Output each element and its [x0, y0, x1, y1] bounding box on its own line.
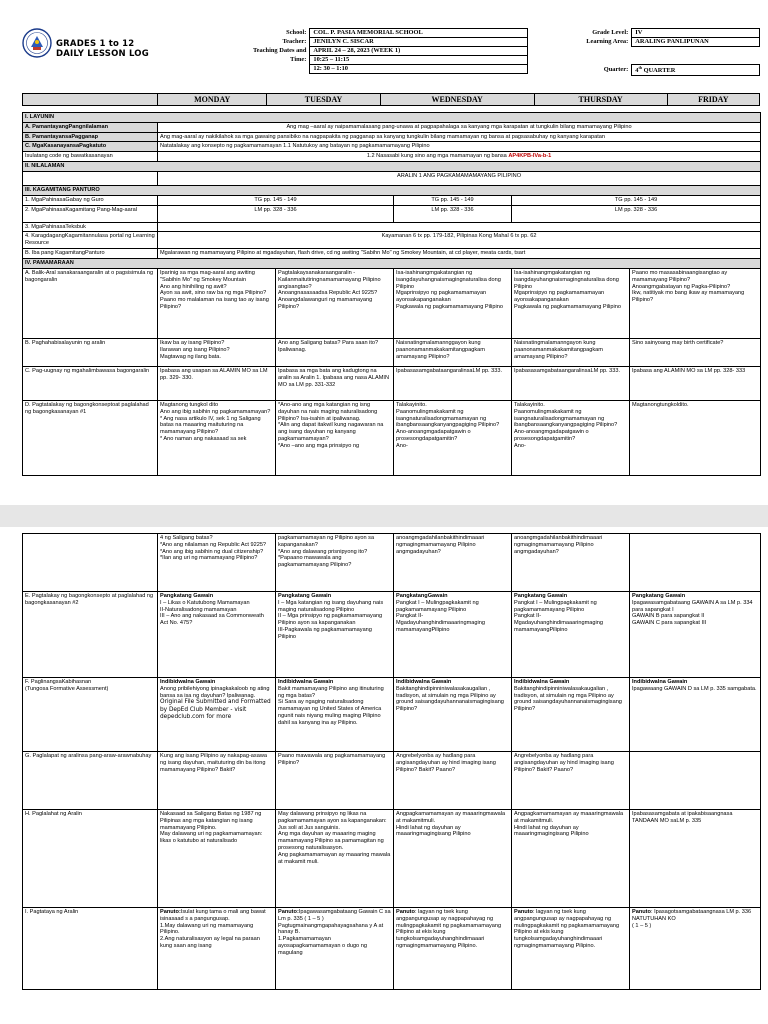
- row-label-code: Isulatang code ng bawatkasanayan: [23, 152, 158, 162]
- paglalahat-friday: Ipabasasamgabata at ipakabisaangnasa TANDAAN MO saLM p. 335: [630, 810, 761, 908]
- pagtatalakay-1-monday: Magtanong tungkol dito Ano ang ibig sabihin ng pagkamamamayan? * Ang nasa artikulo IV, sek 1 ng Saligang batas na maaaring maituturing na mamamayang Pilipino? * Ano naman ang nakasaad sa sek: [158, 400, 276, 475]
- row-label-paglalahat: H. Paglalahat ng Aralin: [23, 810, 158, 908]
- balik-aral-thursday: Isa-isahinangmgakatangian ng isangdayuhangnaismagingnaturalisa dong Pilipino Mgaprinsipyo ng pagkamamamayan ayonsakapanganakan Pagkawala ng pagkamamamayang Pilipino: [512, 268, 630, 338]
- pagtatalakay-1-cont-tuesday: pagkamamamayan ng Pilipino ayon sa kapanganakan? *Ano ang dalawang prisnipyong ito? *Papaano mawawala ang pagkamamamayang Pilipino?: [276, 534, 394, 592]
- dates-label: Teaching Dates and: [253, 47, 307, 55]
- pagtatalakay-1-cont-wednesday: anoangmgadahilanbakithindimaaari ngmagingmamamayang Pilipino angmgadayuhan?: [394, 534, 512, 592]
- paglalapat-tuesday: Paano mawawala ang pagkamamamayang Pilipino?: [276, 752, 394, 810]
- pagtalakay-2-monday: Pangkatang Gawain I – Likas o Katutubong Mamamayan II-Naturalisadong mamamayan III – Ano ang nakasaad sa Commonweath Act No. 475?: [158, 592, 276, 678]
- time-label: Time:: [290, 56, 307, 64]
- code-value: 1.2 Nasasabi kung sino ang mga mamamayan ng bansa AP4KPB-IVa-b-1: [158, 152, 761, 162]
- paglinang-monday: Indibidwalna Gawain Anong pribilehiyong ipinagkakaloob ng ating bansa sa isa ng dayuhan? Ipaliwanag. Original File Submitted and Formatted by DepEd Club Member - visit depedclub.com for more: [158, 678, 276, 752]
- section-kagamitan: III. KAGAMITANG PANTURO: [23, 185, 761, 195]
- lesson-log-page-1: [0, 0, 768, 505]
- lm-thu-fri: LM pp. 328 - 336: [512, 205, 761, 222]
- day-monday: MONDAY: [158, 94, 267, 106]
- paglinang-friday: Indibidwalna Gawain Ipagawaang GAWAIN D sa LM p. 335 samgabata.: [630, 678, 761, 752]
- page-gap: [0, 505, 768, 527]
- paglinang-thursday: Indibidwalna Gawain Bakitanghindipinniniwalasakaugalian , tradisyon, at simulain ng mga Pilipino ay ground saisangdayuhannanaismagingisang Pilipino?: [512, 678, 630, 752]
- pagtataya-friday: Panuto: Ipasagotsamgabataangnasa LM p. 336 NATUTUHAN KO ( 1 – 5 ): [630, 908, 761, 990]
- row-label-pagtatalakay-1: D. Pagtatalakay ng bagongkonseptoat paglalahad ng bagongkasanayan #1: [23, 400, 158, 475]
- lm-mon-tue: LM pp. 328 - 336: [158, 205, 394, 222]
- pag-uugnay-tuesday: Ipabasa sa mga bata ang kadugtong na aralin sa Aralin 1. Ipabasa ang nasa ALAMIN MO sa LM pp. 331-332: [276, 366, 394, 400]
- quarter-value: 4th QUARTER: [632, 65, 760, 76]
- pagtataya-tuesday: Panuto:Ipagawasamgabataang Gawain C sa Lm p. 335 ( 1 – 5 ) Pagtugmainangmgapahayagsahana y A at hanay B. 1.Pagkamamamayan ayosapagkamamamayan o dugo ng magulang: [276, 908, 394, 990]
- portal-value: Kayamanan 6 tx pp. 179-182, Pilipinas Kong Mahal 6 tx pp. 62: [158, 232, 761, 249]
- row-label-balik-aral: A. Balik-Aral sanakaraangaralin at o pagsisimula ng bagongaralin: [23, 268, 158, 338]
- paghahabi-friday: Sino sainyoang may birth certificate?: [630, 338, 761, 366]
- paglalahat-wednesday: Angpagkamamamayan ay maaaringmawala at makamitmuli. Hindi lahat ng dayuhan ay maaaringmagingisang Pilipino: [394, 810, 512, 908]
- day-header-row: [22, 93, 760, 106]
- quarter-label: Quarter:: [603, 66, 629, 74]
- pamantayan-sa-pagganap-value: Ang mag-aaral ay nakikilahok sa mga gawaing pansibiko na nagpapakita ng pagganap sa kanyang tungkulin bilang mamamayan ng bansa at pagsasabuhay ng kanyang karapatan: [158, 132, 761, 142]
- tg-thu-fri: TG pp. 145 - 149: [512, 195, 761, 205]
- section-pamamaraan: IV. PAMAMARAAN: [23, 259, 761, 269]
- paghahabi-tuesday: Ano ang Saligang batas? Para saan ito? Ipaliwanag.: [276, 338, 394, 366]
- section-layunin: I. LAYUNIN: [23, 113, 761, 123]
- header: [22, 28, 760, 82]
- pagtatalakay-1-friday: Magtanongtungkoldito.: [630, 400, 761, 475]
- competency-code: AP4KPB-IVa-b-1: [508, 153, 552, 160]
- grade-label: Grade Level:: [592, 29, 629, 37]
- paglalahat-monday: Nakasaad sa Saligang Batas ng 1987 ng Pilipinas ang mga katangian ng isang mamamayang Pilipino. May dalawang uri ng pagkamamamayan: likas o katutubo at naturalisado: [158, 810, 276, 908]
- pagtalakay-2-wednesday: PangkatangGawain Pangkat I – Mulingpagkakamit ng pagkamamamayang Pilipino Pangkat II-Mgadayuhanghindimaaaringmaging mamamayangPilipino: [394, 592, 512, 678]
- row-label-gabay-guro: 1. MgaPahinasaGabay ng Guro: [23, 195, 158, 205]
- paglalapat-wednesday: Angrebelyonba ay hadlang para angisangdayuhan ay hind imaging isang Pilipino? Bakit? Paano?: [394, 752, 512, 810]
- paglalapat-thursday: Angrebelyonba ay hadlang para angisangdayuhan ay hind imaging isang Pilipino? Bakit? Paano?: [512, 752, 630, 810]
- day-wednesday: WEDNESDAY: [380, 94, 534, 106]
- pagtatalakay-1-thursday: Talakayinito. Paanomulingmakakamit ng isangnaturalisadongmamamayan ng ibangbansaangkanyangpagiging Pilipino? Ano-anoangmgadapatgawin o prosesongdapatgamitin? Ano-: [512, 400, 630, 475]
- day-thursday: THURSDAY: [534, 94, 667, 106]
- pagtatalakay-1-tuesday: *Ano-ano ang mga katangian ng isng dayuhan na nais maging naturalisadong Pilipino? Isa-isahin at ipaliwanag. *Alin ang dapat itakwil kung nagawaran na ang isang dayuhan ng kanyang pagkamamamayan? *Ano –ano ang mga prinsipyo ng: [276, 400, 394, 475]
- school-value: COL. P. PASIA MEMORIAL SCHOOL: [310, 29, 528, 38]
- pagtataya-wednesday: Panuto: lagyan ng tsek kung angpangungusap ay nagpapahayag ng mulingpagkakamit ng pagkamamamayang Pilipino at ekis kung tungkolsamgadayuhanghindimaaari ngmagingmamamayang Pilipino.: [394, 908, 512, 990]
- row-label-teksbuk: 3. MgaPahinasaTeksbuk: [23, 222, 158, 232]
- paglalapat-monday: Kung ang isang Pilipino ay nakapag-asawa ng isang dayuhan, maituturing din ba itong mamamayang Pilipino? Bakit?: [158, 752, 276, 810]
- paglinang-wednesday: Indibidwalna Gawain Bakitanghindipinniniwalasakaugalian , tradisyon, at simulain ng mga Pilipino ay ground saisangdayuhannanaismagingisang Pilipino?: [394, 678, 512, 752]
- pag-uugnay-monday: Ipabasa ang usapan sa ALAMIN MO sa LM pp. 329- 330.: [158, 366, 276, 400]
- row-label-pagtalakay-2: E. Pagtalakay ng bagongkonsepto at paglalahad ng bagongkasanayan #2: [23, 592, 158, 678]
- grade-value: IV: [632, 29, 760, 38]
- pagtatalakay-1-cont-monday: 4 ng Saligang batas? *Ano ang nilalaman ng Republic Act 9225? *Ano ang ibig sabihin ng dual citizenship? *Ilan ang uri ng mamamayang Pilipino?: [158, 534, 276, 592]
- tg-mon-tue: TG pp. 145 - 149: [158, 195, 394, 205]
- pag-uugnay-friday: Ipabasa ang ALAMIN MO sa LM pp. 328- 333: [630, 366, 761, 400]
- dates-value: APRIL 24 – 28, 2023 (WEEK 1): [310, 47, 528, 56]
- row-label-pag-uugnay: C. Pag-uugnay ng mgahalimbawasa bagongaralin: [23, 366, 158, 400]
- dll-title: [56, 40, 149, 60]
- row-label-portal: 4. KaragdagangKagamitannulasa portal ng Learning Resource: [23, 232, 158, 249]
- title-line-2: DAILY LESSON LOG: [56, 48, 149, 59]
- pagtalakay-2-tuesday: Pangkatang Gawain I – Mga katangian ng isang dayuhang nais maging naturalisadong Pilipino II – Mga prinsipyo ng pagkamamamayang Pilipino ayon sa kapanganakan III-Pagkawala ng pagkamamamayang Pilipino: [276, 592, 394, 678]
- row-label-paghahabi: B. Paghahabisalayunin ng aralin: [23, 338, 158, 366]
- pagtataya-thursday: Panuto: lagyan ng tsek kung angpangungusap ay nagpapahayag ng mulingpagkakamit ng pagkamamamayang Pilipino at ekis kung tungkolsamgadayuhanghindimaaari ngmagingmamamayang Pilipino.: [512, 908, 630, 990]
- pagtalakay-2-friday: Pangkatang Gawain Ipagawasamgabataang GAWAIN A sa LM p. 334 para sapangkat I GAWAIN B para sapangkat II GAWAIN C para sapangkat III: [630, 592, 761, 678]
- row-label-pagtataya: I. Pagtataya ng Aralin: [23, 908, 158, 990]
- deped-seal-icon: [22, 28, 52, 58]
- pag-uugnay-wednesday: IpabasasamgabataangaralinsaLM pp. 333.: [394, 366, 512, 400]
- school-info-table: [250, 28, 528, 74]
- time-value-2: 12: 30 – 1:10: [310, 65, 528, 74]
- grade-info-table: [532, 28, 760, 76]
- balik-aral-friday: Paano mo masasabinaangisangtao ay mamamayang Pilipino? Anoangmgabatayan ng Pagka-Pilipino? Ikw, natitiyak mo bang ikaw ay mamamayang Pilipino?: [630, 268, 761, 338]
- school-label: School:: [286, 29, 307, 37]
- pamantayang-pangnilalaman-value: Ang mag –aaral ay naipamamalasang pang-unawa at pagpapahalaga sa kanyang mga karapatan at tungkulin bilang mamamayang Pilipino: [158, 122, 761, 132]
- paghahabi-thursday: Naisnatingmalamanngayon kung paanonamanmakakamitangpagkam amamayang Pilipino?: [512, 338, 630, 366]
- aralin-title: ARALIN 1 ANG PAGKAMAMAMAYANG PILIPINO: [158, 171, 761, 185]
- row-label-kasanayan: C. MgaKasanayansaPagkatuto: [23, 142, 158, 152]
- area-value: ARALING PANLIPUNAN: [632, 38, 760, 47]
- section-nilalaman: II. NILALAMAN: [23, 162, 761, 172]
- teacher-label: Teacher:: [282, 38, 307, 46]
- paglalahat-tuesday: May dalawang prinsipyo ng likas na pagkamamamayan ayon sa kapanganakan: Jus soli at Jus sanguinis. Ang mga dayuhan ay maaaring maging mamamayang Pilipino sa pamamagitan ng prosesong naturalisasyon. Ang pagkamamamayan ay maaaring mawala at makamit muli.: [276, 810, 394, 908]
- tg-wed: TG pp. 145 - 149: [394, 195, 512, 205]
- deped-club-watermark: Original File Submitted and Formatted by DepEd Club Member - visit depedclub.com for more: [160, 699, 271, 720]
- time-value-1: 10:25 – 11:15: [310, 56, 528, 65]
- row-label-pamantayan-sa-pagganap: B. PamantayansaPagganap: [23, 132, 158, 142]
- day-friday: FRIDAY: [667, 94, 759, 106]
- iba-pang-kagamitan-value: Mgalarawan ng mamamayang Pilipino at mgadayuhan, flash drive, cd ng awiting "Sabihn Mo" ng Smokey Mountain, at cd player, meata cards, tsart: [158, 249, 761, 259]
- day-tuesday: TUESDAY: [267, 94, 380, 106]
- paglinang-tuesday: Indibidwalna Gawain Bakit mamamayang Pilipino ang itinuturing ng mga batas? Si Sara ay ngaging naturalisadong mamamayan ng United States of America ngunit nais niyang muling maging Pilipino dahil sa kanyang ina ay Pilipino.: [276, 678, 394, 752]
- paglalahat-thursday: Angpagkamamamayan ay maaaringmawala at makamitmuli. Hindi lahat ng dayuhan ay maaaringmagingisang Pilipino: [512, 810, 630, 908]
- lesson-log-page-2: [0, 527, 768, 1024]
- kasanayan-value: Natatalakay ang konsepto ng pagkamamamayan 1.1 Natutukoy ang batayan ng pagkamamamayang Pilipino: [158, 142, 761, 152]
- lesson-table-part-1: [22, 112, 761, 476]
- lm-wed: LM pp. 328 - 336: [394, 205, 512, 222]
- pagtataya-monday: Panuto:Isulat kung tama o mali ang bawat isinasaad s a pangungusap. 1.May dalawang uri ng mamamayang Pilipino. 2.Ang naturalisasyon ay legal na paraan kung saan ang isang: [158, 908, 276, 990]
- area-label: Learning Area:: [586, 38, 629, 46]
- row-label-paglalapat: G. Paglalapat ng aralinsa pang-araw-arawnabuhay: [23, 752, 158, 810]
- teacher-value: JENILYN C. SISCAR: [310, 38, 528, 47]
- paghahabi-monday: Ikaw ba ay isang Pilipino? Ilarawan ang isang Pilipino? Magtawag ng ilang bata.: [158, 338, 276, 366]
- balik-aral-wednesday: Isa-isahinangmgakatangian ng isangdayuhangnaismagingnaturalisa dong Pilipino Mgaprinsipyo ng pagkamamamayan ayonsakapanganakan Pagkawala ng pagkamamamayang Pilipino: [394, 268, 512, 338]
- pagtatalakay-1-wednesday: Talakayinito. Paanomulingmakakamit ng isangnaturalisadongmamamayan ng ibangbansaangkanyangpagiging Pilipino? Ano-anoangmgadapatgawin o prosesongdapatgamitin? Ano-: [394, 400, 512, 475]
- balik-aral-monday: Iparinig sa mga mag-aaral ang awiting "Sabihin Mo" ng Smokey Mountain Ano ang hinihiling ng awit? Ayon sa awit, sino raw ba ng mga Pilipino? Paano mo malalaman na isang tao ay isang Pilipino?: [158, 268, 276, 338]
- pagtatalakay-1-cont-thursday: anoangmgadahilanbakithindimaaari ngmagingmamamayang Pilipino angmgadayuhan?: [512, 534, 630, 592]
- row-label-kagamitang-mag-aaral: 2. MgaPahinasaKagamitang Pang-Mag-aaral: [23, 205, 158, 222]
- row-label-iba-pang-kagamitan: B. Iba pang KagamitangPanturo: [23, 249, 158, 259]
- row-label-pamantayang-pangnilalaman: A. PamantayangPangnilalaman: [23, 122, 158, 132]
- lesson-table-part-2: [22, 533, 761, 990]
- balik-aral-tuesday: Pagtalakaysanakaraangaralin - Kailanmaitutiringnamamamayang Pilipino angisangtao? Anoangnasasaadsa Republic Act 9225? Anoangdalawanguri ng mamamayang Pilipino?: [276, 268, 394, 338]
- paghahabi-wednesday: Naisnatingmalamannggayon kung paanonamanmakakamitangpagkam amamayang Pilipino?: [394, 338, 512, 366]
- row-label-paglinang: F. PaglinangsaKabihasnan (Tungosa Formative Assessment): [23, 678, 158, 752]
- pag-uugnay-thursday: IpabasasamgabataangaralinsaLM pp. 333.: [512, 366, 630, 400]
- pagtalakay-2-thursday: Pangkatang Gawain Pangkat I – Mulingpagkakamit ng pagkamamamayang Pilipino Pangkat II-Mgadayuhanghindimaaaringmaging mamamayangPilipino: [512, 592, 630, 678]
- title-line-1: GRADES 1 to 12: [56, 39, 135, 49]
